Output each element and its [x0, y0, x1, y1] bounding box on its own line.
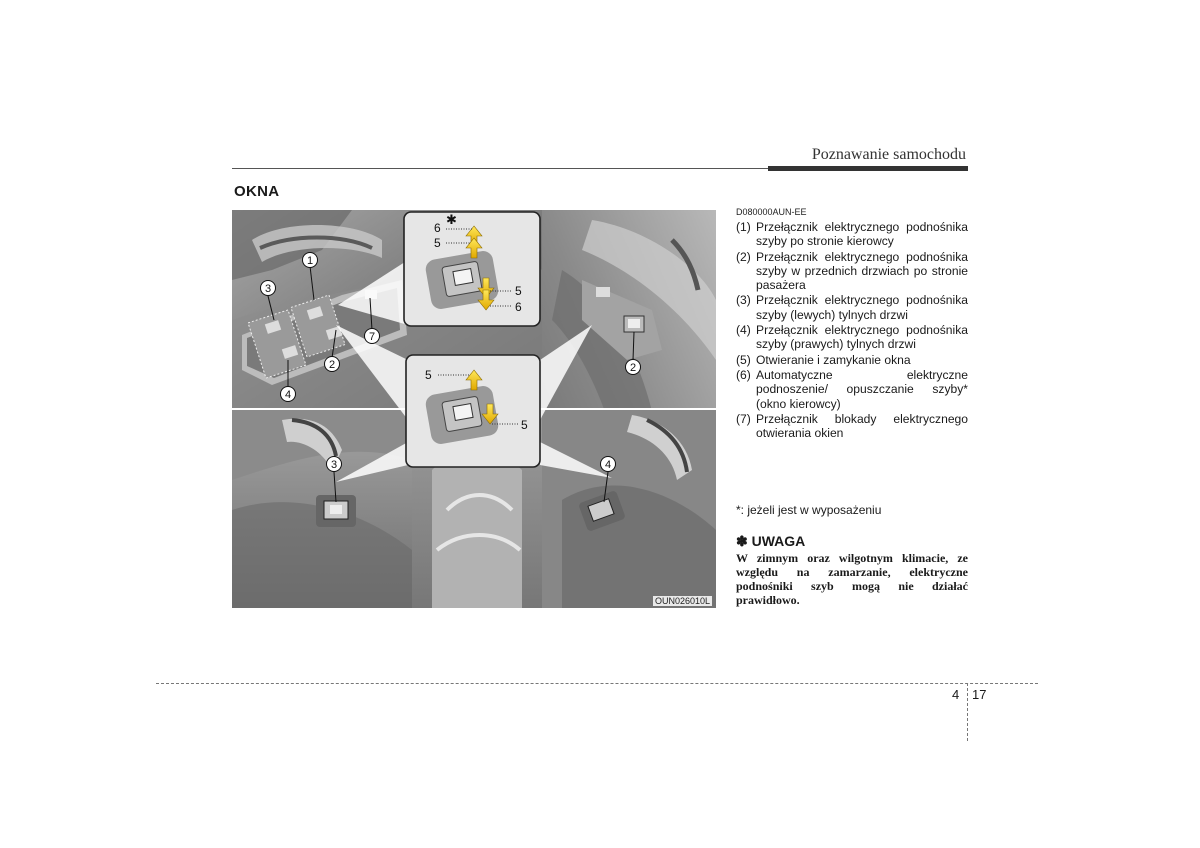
- item-number: (1): [736, 220, 751, 234]
- header-bar: [768, 166, 968, 171]
- zoom-label-6-top: 6: [434, 221, 441, 235]
- item-number: (6): [736, 367, 751, 382]
- zoom-label-5-bottom: 5: [515, 284, 522, 298]
- callout-3: 3: [264, 283, 272, 295]
- item-text: Przełącznik elektrycznego podnośnika szyby w przednich drzwiach po stronie pasażera: [756, 249, 968, 293]
- item-text: Przełącznik blokady elektrycznego otwierania okien: [756, 411, 968, 441]
- callout-2: 2: [328, 359, 336, 371]
- callout-3-rear: 3: [330, 459, 338, 471]
- list-item: [736, 250, 968, 293]
- footnote: *: jeżeli jest w wyposażeniu: [736, 503, 882, 517]
- page-number: 17: [972, 687, 987, 702]
- footer-rule: [156, 683, 1038, 684]
- running-header: Poznawanie samochodu: [811, 146, 966, 163]
- list-item: [736, 220, 968, 249]
- item-text: Przełącznik elektrycznego podnośnika szyby po stronie kierowcy: [756, 220, 968, 249]
- footer-vertical-rule: [967, 683, 968, 741]
- window-switch-figure: [232, 210, 716, 608]
- note-body: W zimnym oraz wilgotnym klimacie, ze względu na zamarzanie, elektryczne podnośniki szyb mogą nie działać prawidłowo.: [736, 551, 968, 607]
- item-text: Automatyczne elektryczne podnoszenie/ opuszczanie szyby* (okno kierowcy): [756, 367, 968, 411]
- zoom-label-5-top: 5: [434, 236, 441, 250]
- item-number: (3): [736, 293, 751, 308]
- item-number: (7): [736, 411, 751, 426]
- figure-code: OUN026010L: [654, 596, 710, 606]
- callout-4-rear: 4: [604, 459, 612, 471]
- zoom2-label-5-down: 5: [521, 418, 528, 432]
- callout-1: 1: [306, 255, 314, 267]
- callout-7: 7: [368, 331, 376, 343]
- callout-4: 4: [284, 389, 292, 401]
- item-number: (2): [736, 249, 751, 264]
- item-text: Otwieranie i zamykanie okna: [756, 352, 911, 367]
- list-item: [736, 353, 968, 367]
- item-text: Przełącznik elektrycznego podnośnika szyby (lewych) tylnych drzwi: [756, 293, 968, 322]
- document-code: D080000AUN-EE: [736, 207, 807, 217]
- list-item: [736, 293, 968, 322]
- zoom-label-6-bottom: 6: [515, 300, 522, 314]
- callout-2-passenger: 2: [629, 362, 637, 374]
- item-number: (4): [736, 323, 751, 338]
- item-list: [736, 220, 968, 441]
- list-item: [736, 412, 968, 441]
- list-item: [736, 323, 968, 352]
- list-item: [736, 368, 968, 411]
- zoom2-label-5-up: 5: [425, 368, 432, 382]
- item-number: (5): [736, 352, 751, 367]
- asterisk-mark: ✱: [446, 212, 457, 227]
- chapter-number: 4: [952, 687, 960, 702]
- figure-illustration: [232, 210, 716, 608]
- note-title: ✽ UWAGA: [736, 533, 806, 549]
- item-text: Przełącznik elektrycznego podnośnika szyby (prawych) tylnych drzwi: [756, 323, 968, 352]
- section-title: OKNA: [234, 183, 280, 200]
